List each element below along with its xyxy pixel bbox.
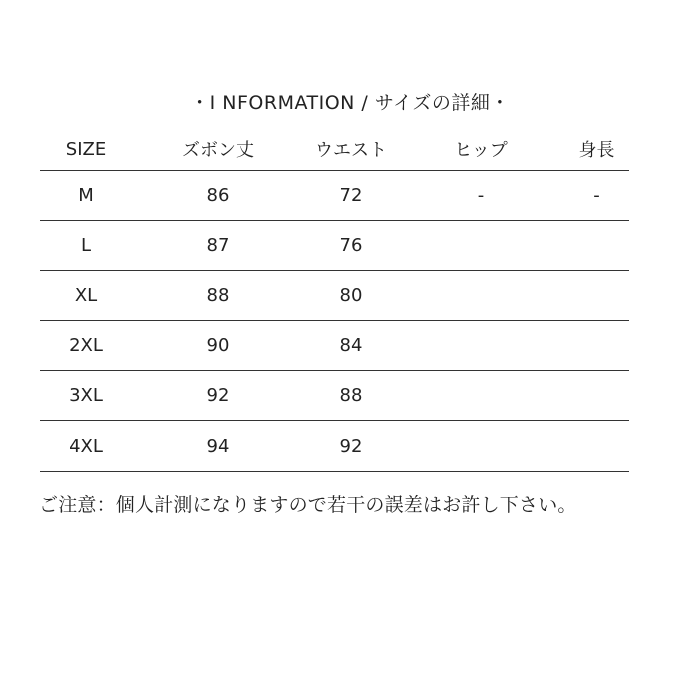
cell-hip	[398, 421, 564, 472]
header-size: SIZE	[40, 128, 132, 171]
table-row	[40, 421, 629, 472]
cell-size: L	[40, 221, 132, 271]
cell-pants-length: 86	[132, 171, 304, 221]
cell-size: M	[40, 171, 132, 221]
table-row	[40, 271, 629, 321]
cell-waist: 84	[304, 321, 398, 371]
cell-hip	[398, 371, 564, 421]
table-row	[40, 171, 629, 221]
cell-height	[564, 421, 629, 472]
cell-height: -	[564, 171, 629, 221]
table-header-row	[40, 128, 629, 171]
cell-size: 4XL	[40, 421, 132, 472]
cell-waist: 88	[304, 371, 398, 421]
cell-size: 3XL	[40, 371, 132, 421]
cell-hip	[398, 321, 564, 371]
cell-height	[564, 221, 629, 271]
cell-hip: -	[398, 171, 564, 221]
table-row	[40, 221, 629, 271]
table-row	[40, 321, 629, 371]
cell-waist: 76	[304, 221, 398, 271]
cell-pants-length: 94	[132, 421, 304, 472]
header-hip: ヒップ	[398, 128, 564, 171]
measurement-note: ご注意：個人計測になりますので若干の誤差はお許し下さい。	[39, 494, 577, 516]
cell-pants-length: 87	[132, 221, 304, 271]
cell-pants-length: 90	[132, 321, 304, 371]
cell-pants-length: 88	[132, 271, 304, 321]
table-row	[40, 371, 629, 421]
size-table	[40, 128, 629, 472]
cell-waist: 72	[304, 171, 398, 221]
header-waist: ウエスト	[304, 128, 398, 171]
cell-pants-length: 92	[132, 371, 304, 421]
header-height: 身長	[564, 128, 629, 171]
cell-height	[564, 271, 629, 321]
cell-waist: 80	[304, 271, 398, 321]
cell-height	[564, 321, 629, 371]
cell-height	[564, 371, 629, 421]
cell-hip	[398, 271, 564, 321]
cell-size: 2XL	[40, 321, 132, 371]
cell-size: XL	[40, 271, 132, 321]
page-title: ・I NFORMATION / サイズの詳細・	[190, 92, 510, 114]
cell-hip	[398, 221, 564, 271]
header-pants-length: ズボン丈	[132, 128, 304, 171]
cell-waist: 92	[304, 421, 398, 472]
